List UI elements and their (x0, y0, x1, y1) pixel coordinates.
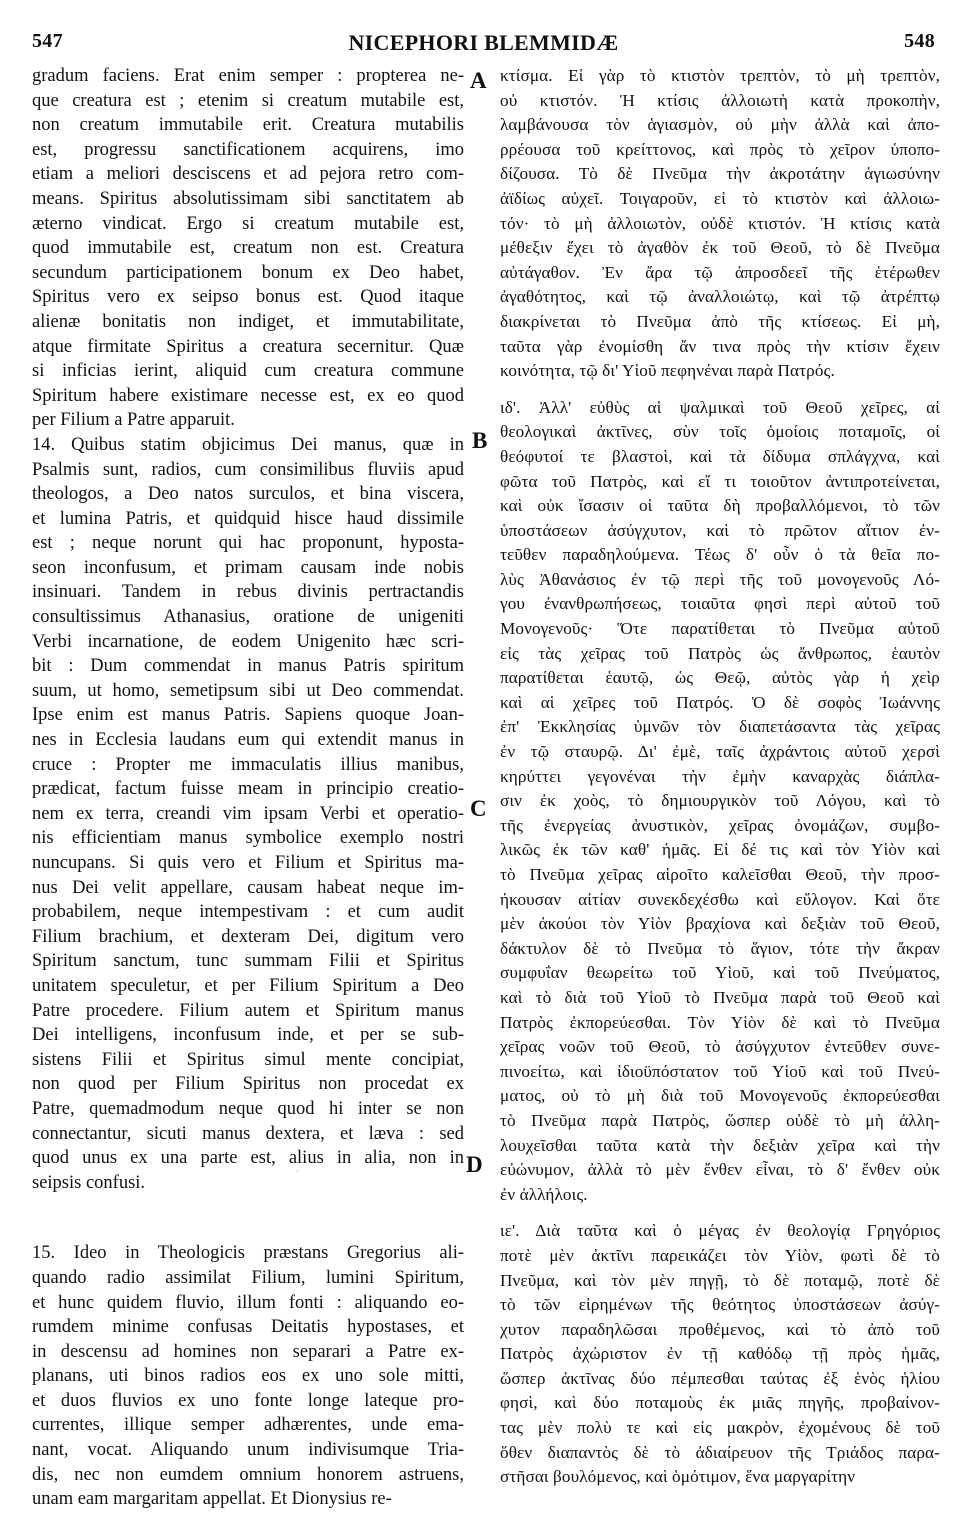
text-line: ἐν τῷ σταυρῷ. Δι' ἐμὲ, ταῖς ἀχράντοις αὐτοῦ χερσὶ (500, 742, 940, 762)
text-line: 14. Quibus statim objicimus Dei manus, quæ in (32, 434, 464, 455)
text-line: est ; neque norunt qui hac proponunt, hyposta- (32, 533, 464, 554)
text-line: ἐν ἀλλήλοις. (500, 1184, 588, 1204)
text-line: φησὶ, καὶ δύο ποταμοὺς ἐκ μιᾶς πηγῆς, προβαίνον- (500, 1393, 940, 1413)
text-line: Spiritus vero ex seipso bonus est. Quod itaque (32, 287, 464, 308)
text-line: Ipse enim est manus Patris. Sapiens quoque Joan- (32, 705, 464, 726)
stray-dot: · (296, 1167, 299, 1176)
text-line: ιδ'. Ἀλλ' εὐθὺς αἱ ψαλμικαὶ τοῦ Θεοῦ χεῖρες, αἱ (500, 397, 940, 417)
text-line: λικῶς ἐκ τῶν καθ' ἡμᾶς. Εἰ δέ τις καὶ τὸν Υἱὸν καὶ (500, 840, 940, 860)
text-line: si inficias ierint, aliquid cum creatura commune (32, 361, 464, 382)
text-line: et lumina Patris, et quidquid hisce haud dissimile (32, 508, 464, 529)
text-line: λουχεῖσθαι ταῦτα κατὰ τὴν δεξιὰν χεῖρα καὶ τὴν (500, 1135, 940, 1155)
text-line: Πατρὸς ἐκπορεύεσθαι. Τὸν Υἱὸν δὲ καὶ τὸ Πνεῦμα (500, 1012, 940, 1032)
text-line: κοινότητα, τῷ δι' Υἱοῦ πεφηνέναι παρὰ Πατρός. (500, 361, 835, 381)
text-line: atque firmitate Spiritus a creatura secernitur. Quæ (32, 336, 464, 357)
text-line: Πνεῦμα, καὶ τὸν μὲν πηγῇ, τὸ δὲ ποταμῷ, ποτὲ δὲ (500, 1270, 940, 1290)
text-line: Πατρὸς ἀχώριστον ἐν τῇ καθόδῳ τῇ πρὸς ἡμᾶς, (500, 1344, 940, 1364)
text-line: Spiritum habere existimare necesse est, ex eo quod (32, 385, 464, 406)
text-line: æterno vindicat. Ergo si creatum mutabile est, (32, 213, 464, 234)
text-line: μέθεξιν ἔχει τὸ ἀγαθὸν ἐκ τοῦ Θεοῦ, τὸ δὲ Πνεῦμα (500, 238, 940, 258)
text-line: in descensu ad homines non separari a Patre ex- (32, 1341, 464, 1362)
text-line: λὺς Ἀθανάσιος ἐν τῷ περὶ τῆς τοῦ μονογενοῦς Λό- (500, 569, 940, 589)
text-line: Patre, quemadmodum neque quod hi inter se non (32, 1098, 464, 1119)
text-line: ἀϊδίως αὐχεῖ. Τοιγαροῦν, εἰ τὸ κτιστὸν καὶ ἀλλοιω- (500, 188, 940, 208)
text-line: est, progressu sanctificationem acquirens, imo (32, 139, 464, 160)
latin-column (32, 64, 464, 1512)
text-line: χυτον παραδηλῶσαι προθέμενος, καὶ τὸ ἀπὸ τοῦ (500, 1319, 940, 1339)
text-line: means. Spiritus absolutissimam sibi sanctitatem ab (32, 188, 464, 209)
text-line: τὸ τῶν εἰρημένων τῆς θεότητος ὑποστάσεων ἀσύγ- (500, 1295, 940, 1315)
text-line: que creatura est ; etenim si creatum mutabile est, (32, 90, 464, 111)
text-line: Μονογενοῦς· Ὅτε παρατίθεται τὸ Πνεῦμα αὐτοῦ (500, 619, 940, 639)
text-line: Psalmis sunt, radios, cum consimilibus fluviis apud (32, 459, 464, 480)
text-line: ὅθεν διαπαντὸς δὲ τὸ ἀδιαίρευον τῆς Τριάδος παρα- (500, 1442, 940, 1462)
text-line: Spiritum sanctum, tunc summam Filii et Spiritus (32, 951, 464, 972)
text-line: nuncupans. Si quis vero et Filium et Spiritus ma- (32, 853, 464, 873)
margin-letter-a: A (470, 68, 487, 93)
text-line: non creatum immutabile erit. Creatura mutabilis (32, 115, 464, 136)
text-line: ρρέουσα τοῦ κρείττονος, καὶ πρὸς τὸ χεῖρον ὑποπο- (500, 139, 940, 159)
text-line: Filium brachium, et dexteram Dei, digitum vero (32, 926, 464, 947)
block-gap (500, 1207, 940, 1219)
text-line: 15. Ideo in Theologicis præstans Gregorius ali- (32, 1243, 464, 1264)
text-line: quod unus ex una parte est, alius in alia, non in (32, 1148, 464, 1169)
greek-block-3 (500, 1219, 940, 1490)
text-line: τῆς ἐνεργείας ἀνυστικὸν, χεῖρας ὀνομάζων, συμβο- (500, 815, 940, 835)
text-line: χεῖρας νοῶν τοῦ Θεοῦ, τὸ ἀσύγχυτον ἐντεῦθεν συνε- (500, 1037, 940, 1057)
text-line: ἐπ' Ἐκκλησίας ὑμνῶν τὸν διαπετάσαντα τὰς χεῖρας (500, 717, 940, 737)
text-line: probabilem, neque intempestivam : et cum audit (32, 902, 464, 923)
text-line: prædicat, factum fuisse meam in principio creatio- (32, 779, 464, 800)
greek-block-1 (500, 64, 940, 384)
text-line: διακρίνεται τὸ Πνεῦμα ἀπὸ τῆς κτίσεως. Εἰ μὴ, (500, 311, 940, 331)
text-line: per Filium a Patre apparuit. (32, 410, 235, 431)
text-line: καὶ οὐκ ἴσασιν οἱ ταῦτα δὴ προβαλλόμενοι, τὸ τῶν (500, 496, 940, 516)
text-line: δίζουσα. Τὸ δὲ Πνεῦμα τὴν ἀκροτάτην ἁγιωσύνην (500, 164, 940, 184)
text-line: ποτὲ μὲν ἀκτῖνι παρεικάζει τὸν Υἱὸν, φωτὶ δὲ τὸ (500, 1245, 940, 1265)
greek-column (500, 64, 940, 1490)
text-line: nus Dei velit appellare, causam habeat neque im- (32, 877, 464, 898)
text-line: τας μὲν πολὺ τε καὶ εἰς μακρὸν, ἐχομένους δὲ τοῦ (500, 1418, 940, 1438)
text-line: etiam a meliori desciscens et ad pejora retro com- (32, 164, 464, 185)
latin-block-2 (32, 1241, 464, 1512)
text-line: bit : Dum commendat in manus Patris spiritum (32, 656, 464, 677)
text-line: συμφυΐαν θεωρείτω τοῦ Υἱοῦ, καὶ τοῦ Πνεύματος, (500, 963, 940, 983)
text-line: rumdem minime confusas Deitatis hypostases, et (32, 1317, 464, 1338)
text-line: μὲν ἀκούοι τὸν Υἱὸν βραχίονα καὶ δεξιὰν τοῦ Θεοῦ, (500, 914, 940, 934)
page-header (32, 30, 935, 56)
margin-letter-b: B (472, 428, 488, 453)
margin-letter-c: C (470, 796, 487, 821)
text-line: λαμβάνουσα τὸν ἁγιασμὸν, οὐ μὴν ἀλλὰ καὶ ἀπο- (500, 115, 940, 135)
text-line: οὐ κτιστόν. Ἡ κτίσις ἀλλοιωτὴ κατὰ προκοπὴν, (500, 90, 940, 110)
text-line: τόν· τὸ μὴ ἀλλοιωτὸν, οὐδὲ κτιστόν. Ἡ κτίσις κατὰ (500, 213, 940, 233)
text-line: alienæ bonitatis non indiget, et immutabilitate, (32, 311, 464, 332)
text-line: θεόφυτοί τε βλαστοὶ, καὶ τὰ δίδυμα σπλάγχνα, καὶ (500, 446, 940, 466)
text-line: unam eam margaritam appellat. Et Dionysius re- (32, 1489, 392, 1510)
text-line: nis efficientiam manus symbolice exemplo nostri (32, 828, 464, 849)
text-line: quod immutabile est, creatum non est. Creatura (32, 238, 464, 259)
left-page-number: 547 (32, 30, 63, 52)
text-line: non quod per Filium Spiritus non procedat ex (32, 1074, 464, 1095)
text-line: nem ex terra, creandi vim ipsam Verbi et operatio- (32, 803, 464, 824)
right-page-number: 548 (904, 30, 935, 52)
text-line: secundum participationem bonum ex Deo habet, (32, 262, 464, 283)
greek-block-2 (500, 396, 940, 1208)
text-line: πινοείτω, καὶ ἰδιοϋπόστατον τοῦ Υἱοῦ καὶ τοῦ Πνεύ- (500, 1061, 940, 1081)
text-line: δάκτυλον δὲ τὸ Πνεῦμα τὸ ἅγιον, τότε τὴν ἄκραν (500, 938, 940, 958)
text-line: ὑποστάσεων ἀσύγχυτον, καὶ τὸ πρῶτον αἴτιον ἐν- (500, 520, 940, 540)
text-line: σιν ἐκ χοὸς, τὸ δημιουργικὸν τοῦ Λόγου, καὶ τὸ (500, 791, 940, 811)
text-line: unitatem speculetur, et per Filium Spiritum a Deo (32, 975, 464, 996)
text-line: suum, ut homo, semetipsum sibi ut Deo commendat. (32, 680, 464, 701)
text-line: consultissimus Athanasius, oratione de unigeniti (32, 607, 464, 628)
text-line: καὶ αἱ χεῖρες τοῦ Πατρός. Ὁ δὲ σοφὸς Ἰωάννης (500, 692, 940, 712)
block-gap (32, 1195, 464, 1241)
text-line: καὶ τὸ διὰ τοῦ Υἱοῦ τὸ Πνεῦμα παρὰ τοῦ Θεοῦ καὶ (500, 987, 940, 1007)
text-line: φῶτα τοῦ Πατρὸς, καὶ εἴ τι τοιοῦτον ἀντιπροτείνεται, (500, 471, 940, 491)
text-line: ἀγαθότητος, καὶ τῷ ἀναλλοιώτῳ, καὶ τῷ ἀτρέπτῳ (500, 287, 940, 307)
text-line: currentes, illique semper adhærentes, unde ema- (32, 1415, 464, 1436)
text-line: τὸ Πνεῦμα χεῖρας αἱροῖτο καλεῖσθαι Θεοῦ, τὴν προσ- (500, 865, 940, 884)
block-gap (500, 384, 940, 396)
text-line: seipsis confusi. (32, 1172, 146, 1193)
text-line: τεῦθεν παραδηλούμενα. Τέως δ' οὖν ὁ τὰ θεῖα πο- (500, 545, 940, 565)
text-line: quando radio assimilat Filium, lumini Spiritum, (32, 1267, 464, 1288)
text-line: εἰς τὰς χεῖρας τοῦ Πατρὸς ὡς ἄνθρωπος, ἑαυτὸν (500, 643, 940, 663)
text-line: seon inconfusum, et primam causam inde nobis (32, 557, 464, 578)
text-line: insinuari. Tandem in rebus divinis pertractandis (32, 582, 464, 603)
text-line: γου ἐνανθρωπήσεως, τοιαῦτα φησὶ περὶ αὐτοῦ τοῦ (500, 594, 940, 614)
latin-block-1 (32, 64, 464, 1195)
text-line: et duos fluvios ex uno fonte longe lateque pro- (32, 1390, 464, 1411)
text-line: theologos, a Deo natos surculos, et bina viscera, (32, 484, 464, 505)
margin-letter-d: D (466, 1152, 483, 1177)
text-line: στῆσαι βουλόμενος, καὶ ὁμότιμον, ἕνα μαργαρίτην (500, 1467, 856, 1487)
text-line: planans, uti binos radios eos ex uno sole mitti, (32, 1366, 464, 1387)
text-line: dis, nec non eumdem omnium honorem astruens, (32, 1464, 464, 1485)
text-line: Verbi incarnatione, de eodem Unigenito hæc scri- (32, 631, 464, 652)
text-line: εὐώνυμον, ἀλλὰ τὸ μὲν ἔνθεν εἶναι, τὸ δ' ἔνθεν οὐκ (500, 1160, 940, 1180)
text-line: connectantur, sicuti manus dextera, et læva : sed (32, 1123, 464, 1144)
text-line: παρατίθεται ἑαυτῷ, ὡς Θεῷ, αὐτὸς γὰρ ἡ χεὶρ (500, 668, 940, 688)
text-line: ὥσπερ ἀκτῖνας δύο πέμπεσθαι ταύτας ἐξ ἑνὸς ἡλίου (500, 1368, 940, 1388)
text-line: ματος, οὐ τὸ μὴ διὰ τοῦ Μονογενοῦς ἐκπορεύεσθαι (500, 1086, 940, 1106)
text-line: ταῦτα γὰρ ἐνομίσθη ἄν τινα πρὸς τὴν κτίσιν ἔχειν (500, 336, 940, 356)
text-line: ήκουσαν αἰτίαν συνεκδεχέσθω καὶ εὔλογον. Καὶ ὅτε (500, 889, 940, 909)
running-title: NICEPHORI BLEMMIDÆ (348, 30, 619, 55)
text-line: κτίσμα. Εἰ γὰρ τὸ κτιστὸν τρεπτὸν, τὸ μὴ τρεπτὸν, (500, 66, 940, 85)
text-line: gradum faciens. Erat enim semper : propterea ne- (32, 66, 464, 86)
text-line: τὸ Πνεῦμα παρὰ Πατρὸς, ὥσπερ οὐδὲ τὸ μὴ ἀλλη- (500, 1110, 940, 1130)
text-line: θεολογικαὶ ἀκτῖνες, σὺν τοῖς ὁμοίοις ποταμοῖς, οἱ (500, 422, 940, 442)
text-line: ιε'. Διὰ ταῦτα καὶ ὁ μέγας ἐν θεολογίᾳ Γρηγόριος (500, 1221, 940, 1241)
text-line: Dei intelligens, inconfusum inde, et per se sub- (32, 1025, 464, 1046)
text-line: αὐτάγαθον. Ἐν ἄρα τῷ ἀπροσδεεῖ τῆς ἑτέρωθεν (500, 262, 940, 282)
text-line: cruce : Propter me immaculatis illius manibus, (32, 754, 464, 775)
text-line: nes in Ecclesia laudans eum qui extendit manus in (32, 730, 464, 751)
text-line: Patre procedere. Filium autem et Spiritum manus (32, 1000, 464, 1021)
text-line: et hunc quidem fluvio, illum fonti : aliquando eo- (32, 1292, 464, 1313)
text-line: sistens Filii et Spiritus simul mente concipiat, (32, 1049, 464, 1070)
text-line: nant, vocat. Aliquando unum indivisumque Tria- (32, 1440, 464, 1461)
text-line: κηρύττει γεγονέναι τὴν ἐμὴν καναρχὰς διάπλα- (500, 766, 940, 786)
